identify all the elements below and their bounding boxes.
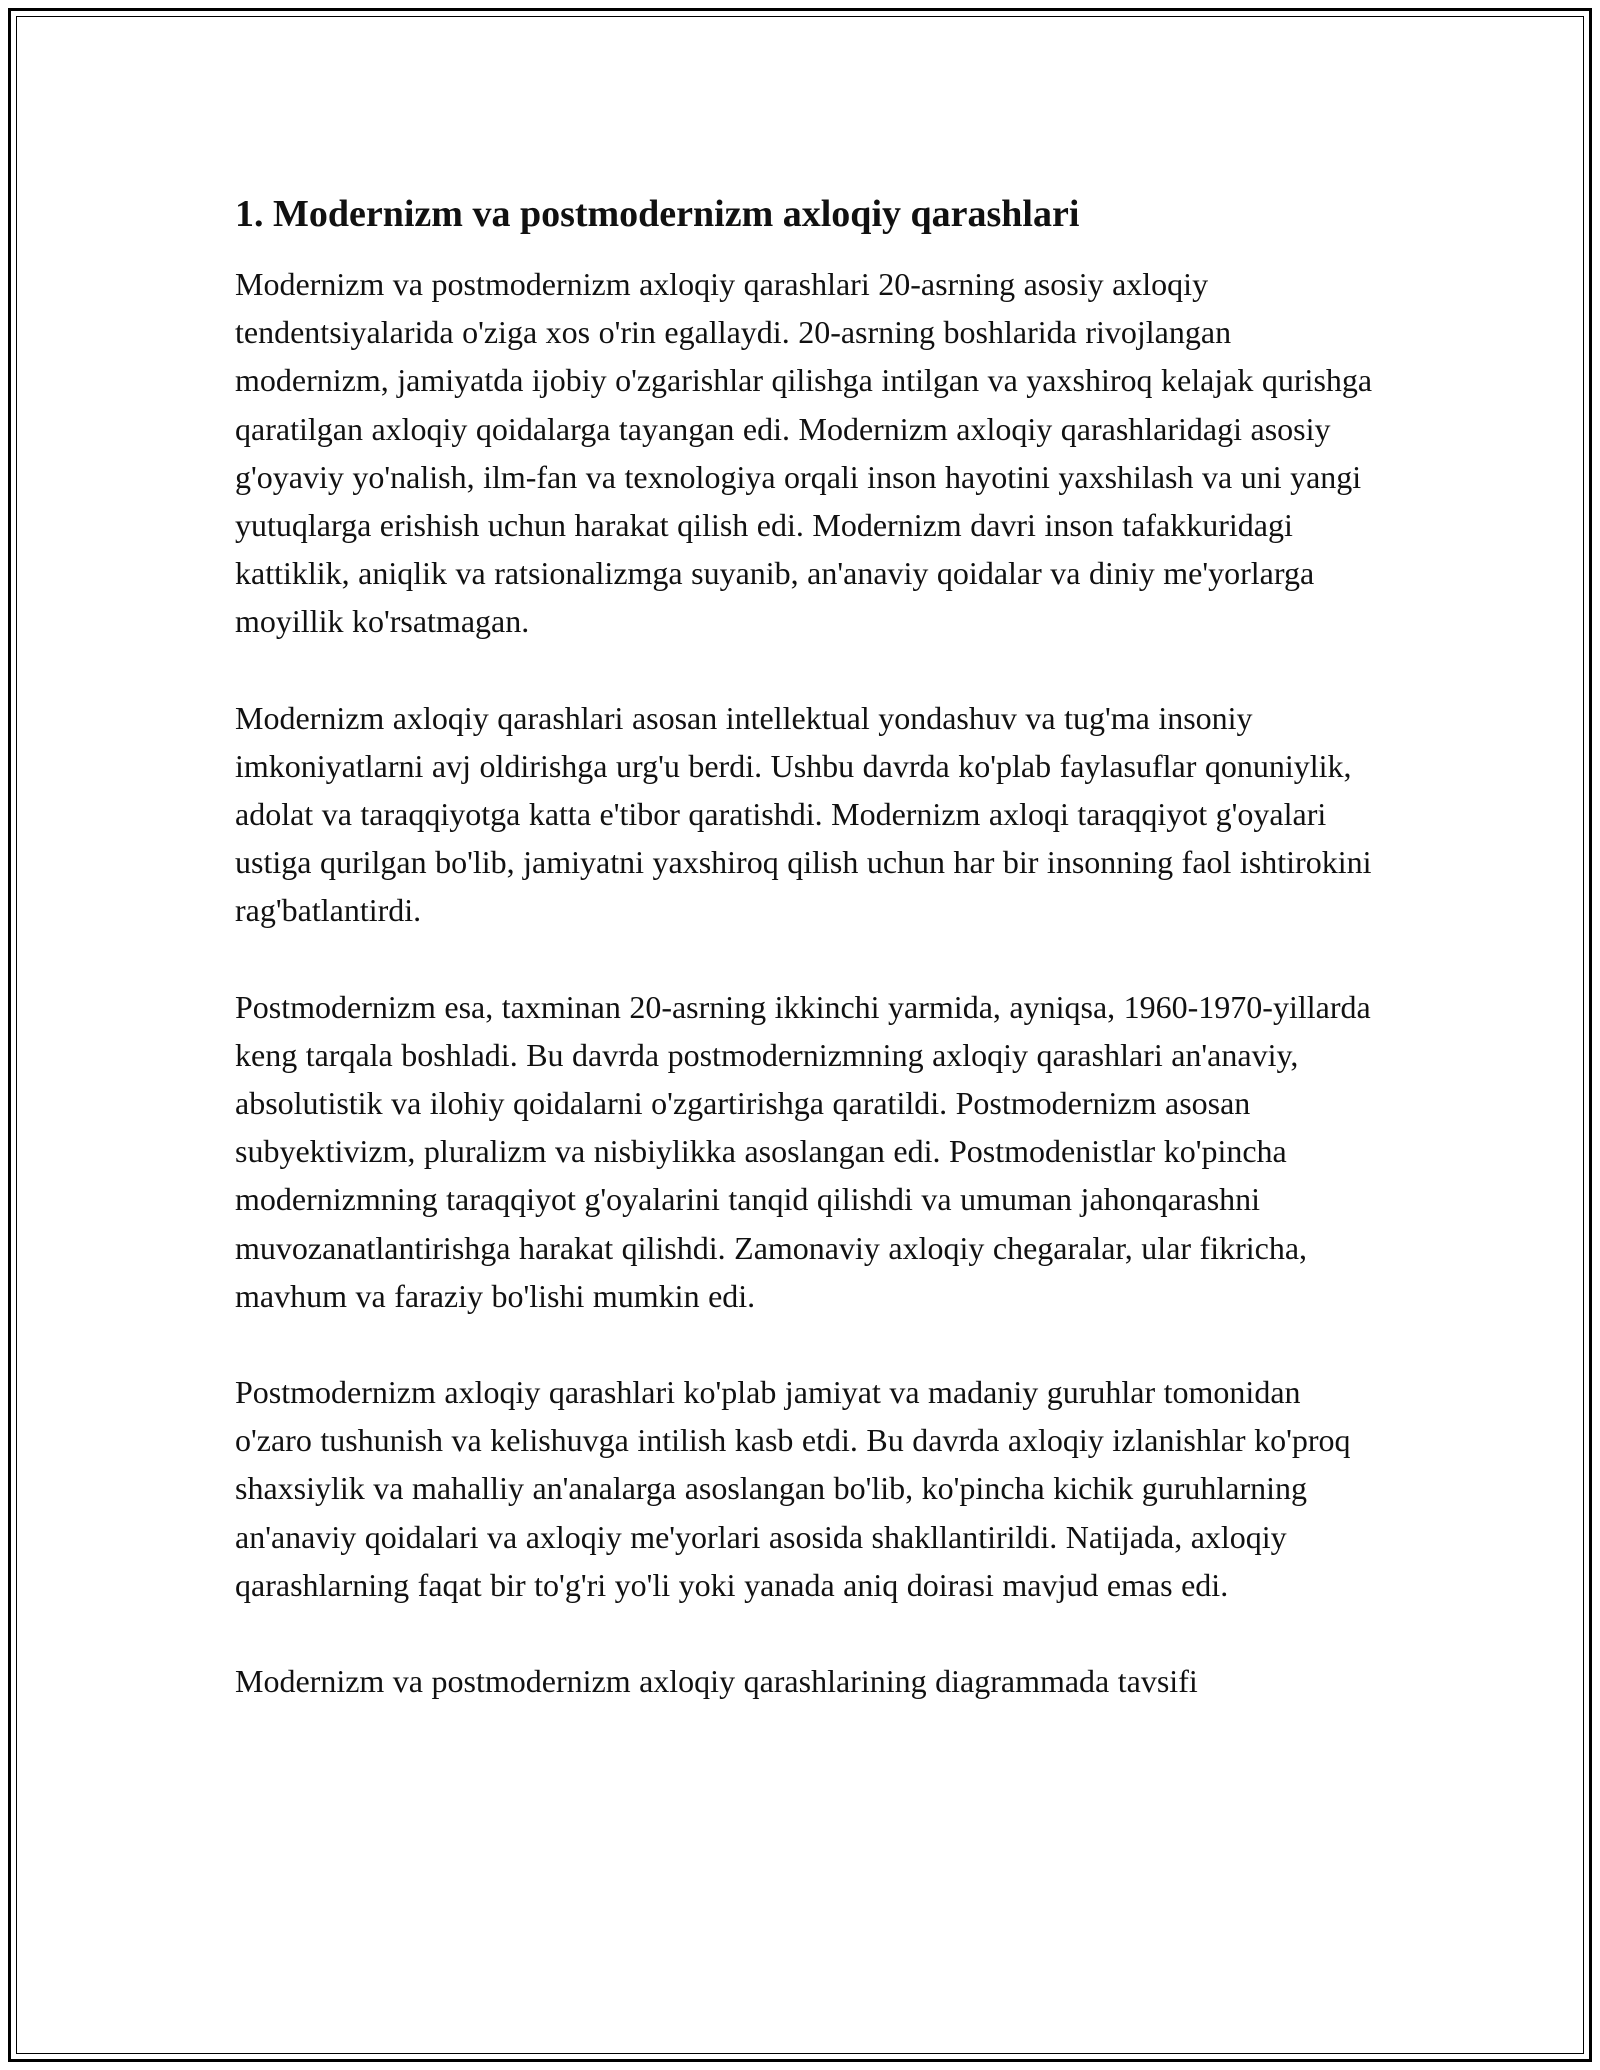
section-heading: 1. Modernizm va postmodernizm axloqiy qarashlari xyxy=(235,193,1080,235)
paragraph-1: Modernizm va postmodernizm axloqiy qarashlari 20-asrning asosiy axloqiy tendentsiyalarida o'ziga xos o'rin egallaydi. 20-asrning boshlarida rivojlangan modernizm, jamiyatda ijobiy o'zgarishlar qilishga intilgan va yaxshiroq kelajak qurishga qaratilgan axloqiy qoidalarga tayangan edi. Modernizm axloqiy qarashlaridagi asosiy g'oyaviy yo'nalish, ilm-fan va texnologiya orqali inson hayotini yaxshilash va uni yangi yutuqlarga erishish uchun harakat qilish edi. Modernizm davri inson tafakkuridagi kattiklik, aniqlik va ratsionalizmga suyanib, an'anaviy qoidalar va diniy me'yorlarga moyillik ko'rsatmagan. xyxy=(235,266,1373,640)
paragraph-3: Postmodernizm esa, taxminan 20-asrning ikkinchi yarmida, ayniqsa, 1960-1970-yillarda keng tarqala boshladi. Bu davrda postmodernizmning axloqiy qarashlari an'anaviy, absolutistik va ilohiy qoidalarni o'zgartirishga qaratildi. Postmodernizm asosan subyektivizm, pluralizm va nisbiylikka asoslangan edi. Postmodenistlar ko'pincha modernizmning taraqqiyot g'oyalarini tanqid qilishdi va umuman jahonqarashni muvozanatlantirishga harakat qilishdi. Zamonaviy axloqiy chegaralar, ular fikricha, mavhum va faraziy bo'lishi mumkin edi. xyxy=(235,988,1371,1314)
paragraph-4: Postmodernizm axloqiy qarashlari ko'plab jamiyat va madaniy guruhlar tomonidan o'zaro tushunish va kelishuvga intilish kasb etdi. Bu davrda axloqiy izlanishlar ko'proq shaxsiylik va mahalliy an'analarga asoslangan bo'lib, ko'pincha kichik guruhlarning an'anaviy qoidalari va axloqiy me'yorlari asosida shakllantirildi. Natijada, axloqiy qarashlarning faqat bir to'g'ri yo'li yoki yanada aniq doirasi mavjud emas edi. xyxy=(235,1374,1351,1603)
paragraph-5: Modernizm va postmodernizm axloqiy qarashlarining diagrammada tavsifi xyxy=(235,1663,1198,1700)
paragraph-2: Modernizm axloqiy qarashlari asosan intellektual yondashuv va tug'ma insoniy imkoniyatlarni avj oldirishga urg'u berdi. Ushbu davrda ko'plab faylasuflar qonuniylik, adolat va taraqqiyotga katta e'tibor qaratishdi. Modernizm axloqi taraqqiyot g'oyalari ustiga qurilgan bo'lib, jamiyatni yaxshiroq qilish uchun har bir insonning faol ishtirokini rag'batlantirdi. xyxy=(235,699,1372,929)
document-body xyxy=(235,188,1375,1705)
